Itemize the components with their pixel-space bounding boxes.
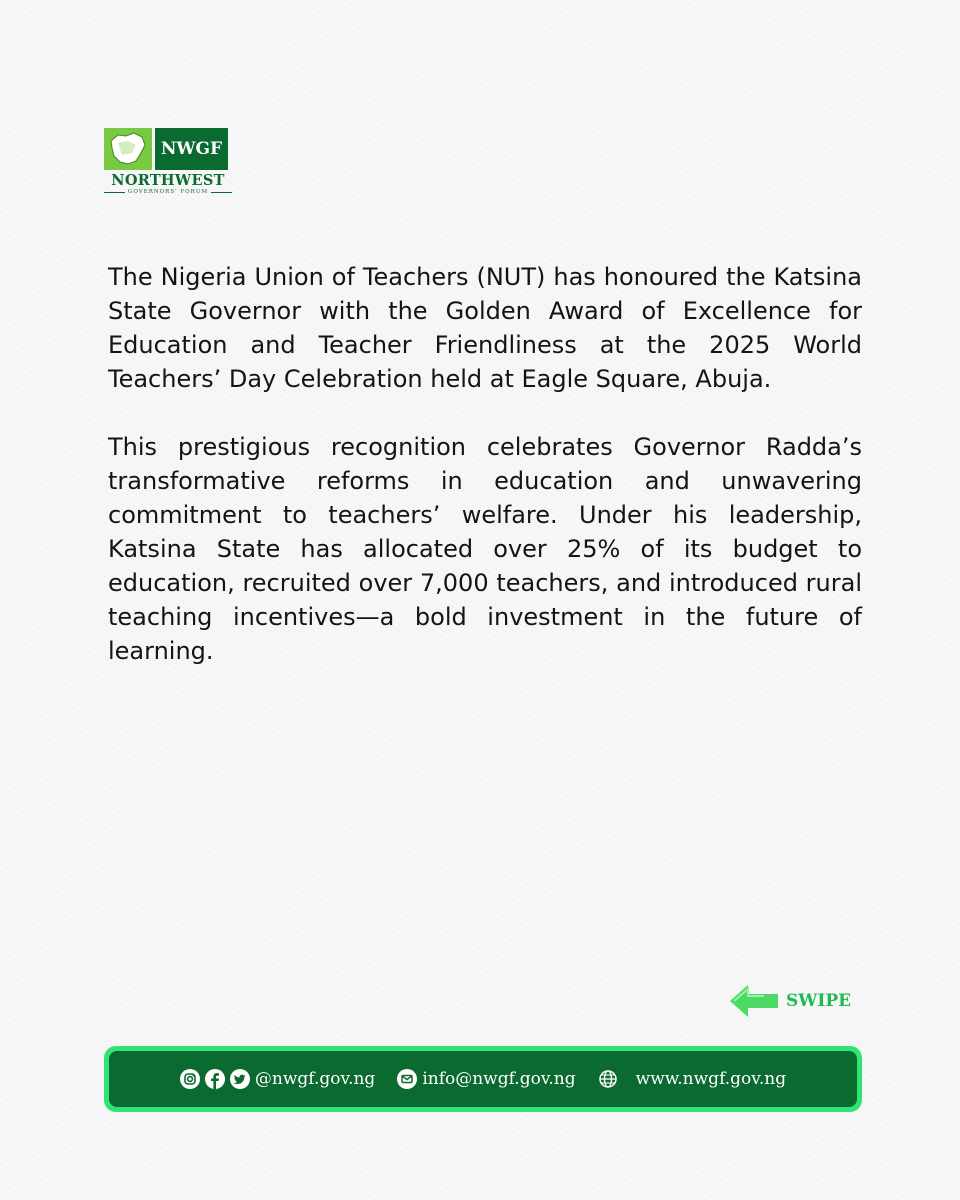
swipe-indicator[interactable]	[728, 982, 851, 1020]
paragraph-1: The Nigeria Union of Teachers (NUT) has honoured the Katsina State Governor with the Golden Award of Excellence for Education and Teacher Friendliness at the 2025 World Teachers’ Day Celebration held at Eagle Square, Abuja.	[108, 263, 862, 393]
nigeria-map-icon	[104, 128, 152, 170]
social-group	[180, 1069, 375, 1089]
logo-name: NORTHWEST	[111, 172, 225, 189]
email-address[interactable]: info@nwgf.gov.ng	[422, 1069, 576, 1089]
contact-footer	[104, 1046, 862, 1112]
nwgf-logo	[104, 128, 232, 200]
website-group	[598, 1069, 786, 1089]
swipe-label: SWIPE	[786, 991, 852, 1011]
email-icon	[397, 1069, 417, 1089]
globe-icon	[598, 1069, 618, 1089]
paragraph-2: This prestigious recognition celebrates Governor Radda’s transformative reforms in education and unwavering commitment to teachers’ welfare. Under his leadership, Katsina State has allocated over 25% of its budget to education, recruited over 7,000 teachers, and introduced rural teaching incentives—a bold investment in the future of learning.	[108, 433, 862, 665]
email-group	[397, 1069, 575, 1089]
logo-subtitle	[104, 189, 232, 195]
logo-abbr: NWGF	[155, 128, 228, 170]
arrow-left-icon	[728, 982, 780, 1020]
logo-subtitle-text: GOVERNORS' FORUM	[127, 189, 209, 195]
instagram-icon[interactable]	[180, 1069, 200, 1089]
twitter-icon[interactable]	[230, 1069, 250, 1089]
facebook-icon[interactable]	[205, 1069, 225, 1089]
body-text	[108, 260, 862, 702]
social-handle[interactable]: @nwgf.gov.ng	[254, 1069, 376, 1089]
website-url[interactable]: www.nwgf.gov.ng	[635, 1069, 787, 1089]
